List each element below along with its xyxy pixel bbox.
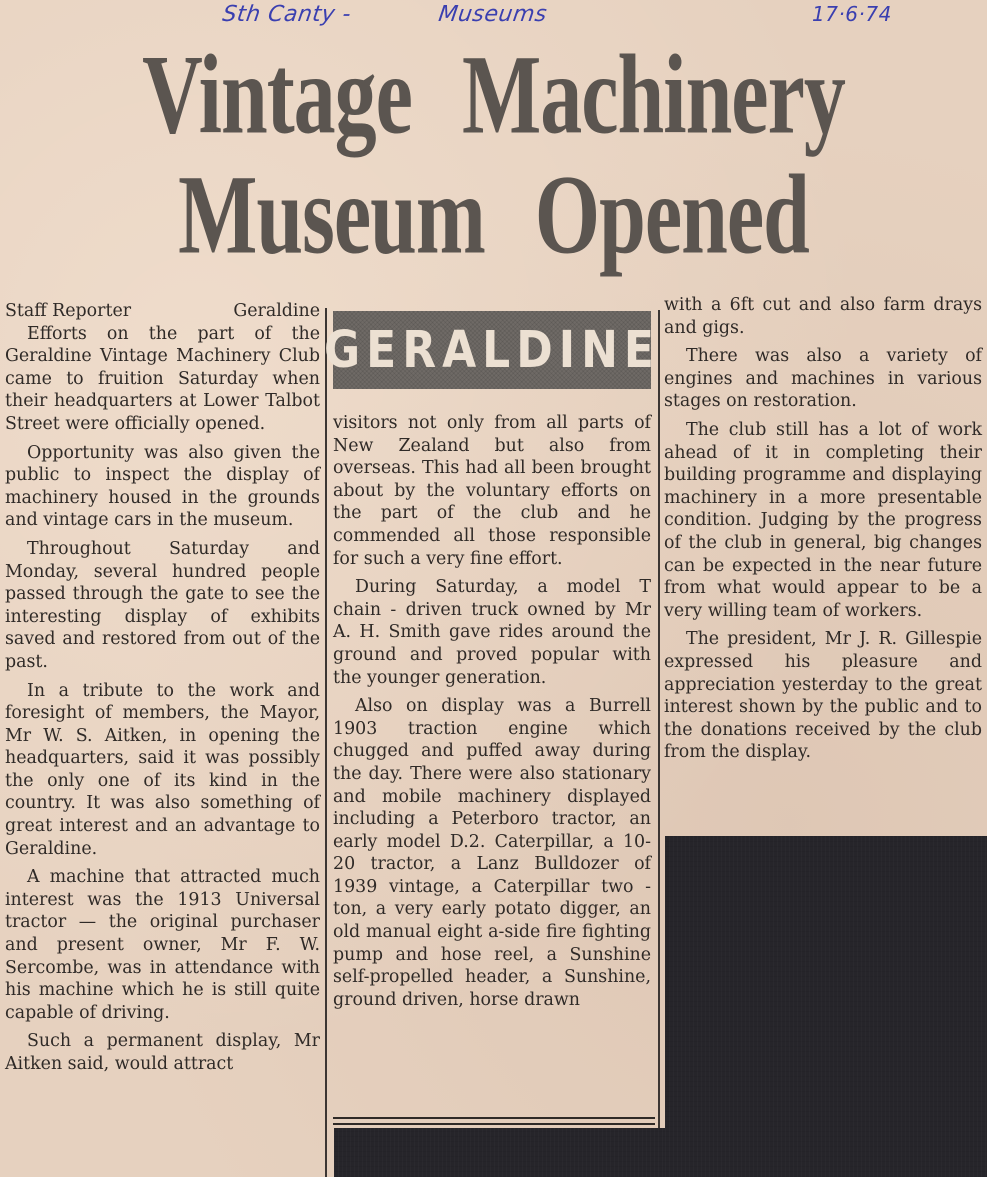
- headline-line-1: Vintage Machinery: [142, 32, 845, 159]
- column-end-rule: [333, 1117, 655, 1119]
- handwritten-note-region: Sth Canty -: [220, 2, 353, 27]
- dark-backing-paper: [665, 836, 987, 1177]
- paragraph: In a tribute to the work and foresight of members, the Mayor, Mr W. S. Aitken, in opening the headquarters, said it was possibly the only one of its kind in the country. It was also something of great interest and an advantage to Geraldine.: [5, 680, 320, 859]
- article-column-2: [333, 412, 651, 1011]
- article-column-1: [5, 300, 320, 1076]
- column-divider-1: [325, 308, 327, 1177]
- paragraph: Efforts on the part of the Geraldine Vintage Machinery Club came to fruition Saturday when their headquarters at Lower Talbot Street were officially opened.: [5, 323, 320, 434]
- paragraph: There was also a variety of engines and machines in various stages on restoration.: [664, 346, 982, 412]
- article-column-3: [664, 294, 982, 764]
- dark-backing-paper-bottom: [334, 1128, 665, 1177]
- headline-line-2: Museum Opened: [178, 152, 809, 279]
- paragraph: visitors not only from all parts of New Zealand but also from overseas. This had all been brought about by the voluntary efforts on the part of the club and he commended all those responsible for such a very fine effort.: [333, 413, 651, 569]
- paragraph: During Saturday, a model T chain - driven truck owned by Mr A. H. Smith gave rides around the ground and proved popular with the younger generation.: [333, 577, 651, 688]
- paragraph: with a 6ft cut and also farm drays and gigs.: [664, 295, 982, 338]
- paragraph: The president, Mr J. R. Gillespie expressed his pleasure and appreciation yesterday to the great interest shown by the public and to the donations received by the club from the display.: [664, 629, 982, 763]
- column-end-rule-double: [333, 1123, 655, 1125]
- handwritten-note-category: Museums: [436, 2, 549, 27]
- section-tag-label: GERALDINE: [324, 320, 660, 380]
- paragraph: Also on display was a Burrell 1903 traction engine which chugged and puffed away during the day. There were also stationary and mobile machinery displayed including a Peterboro tractor, an early model D.2. Caterpillar, a 10-20 tractor, a Lanz Bulldozer of 1939 vintage, a Caterpillar two - ton, a very early potato digger, an old manual eight a-side fire fighting pump and hose reel, a Sunshine self-propelled header, a Sunshine, ground driven, horse drawn: [333, 696, 651, 1010]
- column-divider-2: [658, 310, 660, 1128]
- byline-location: Geraldine: [233, 301, 320, 321]
- byline-author: Staff Reporter: [5, 301, 132, 321]
- paragraph: Throughout Saturday and Monday, several hundred people passed through the gate to see the interesting display of exhibits saved and restored from out of the past.: [5, 538, 320, 672]
- paragraph: The club still has a lot of work ahead of it in completing their building programme and displaying machinery in a more presentable condition. Judging by the progress of the club in general, big changes can be expected in the near future from what would appear to be a very willing team of workers.: [664, 419, 982, 621]
- byline: [5, 300, 320, 323]
- section-tag-banner: [324, 311, 660, 389]
- handwritten-date: 17·6·74: [812, 2, 892, 26]
- paragraph: A machine that attracted much interest was the 1913 Universal tractor — the original purchaser and present owner, Mr F. W. Sercombe, was in attendance with his machine which he is still quite capable of driving.: [5, 867, 320, 1023]
- paragraph: Opportunity was also given the public to inspect the display of machinery housed in the grounds and vintage cars in the museum.: [5, 442, 320, 531]
- paragraph: Such a permanent display, Mr Aitken said, would attract: [5, 1031, 320, 1074]
